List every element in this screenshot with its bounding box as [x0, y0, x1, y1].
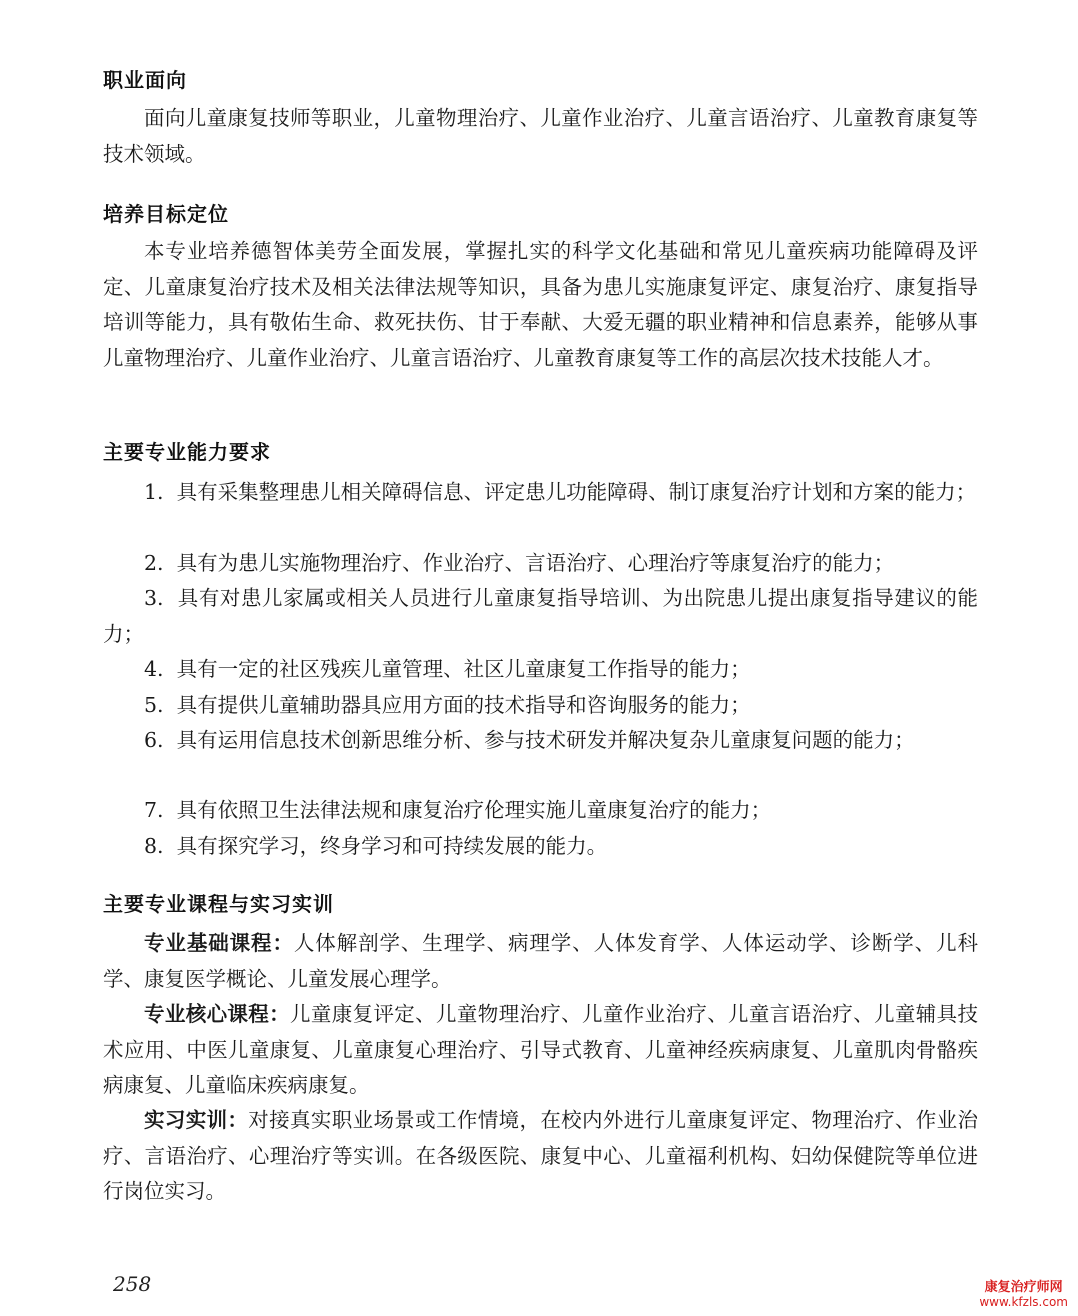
ability-item-number: 8.: [144, 834, 164, 858]
paragraph-basic-courses: [103, 926, 978, 997]
ability-item-text: 具有为患儿实施物理治疗、作业治疗、言语治疗、心理治疗等康复治疗的能力；: [176, 551, 895, 575]
ability-item-number: 7.: [144, 798, 164, 822]
section-heading-abilities: 主要专业能力要求: [103, 440, 271, 464]
ability-item-text: 具有对患儿家属或相关人员进行儿童康复指导培训、为出院患儿提出康复指导建议的能力；: [103, 586, 978, 646]
watermark-name: 康复治疗师网: [984, 1280, 1063, 1295]
ability-item-number: 5.: [144, 693, 164, 717]
practice-label: 实习实训：: [144, 1108, 249, 1132]
ability-item-3: [103, 581, 978, 652]
paragraph-core-courses: [103, 997, 978, 1104]
ability-item-text: 具有一定的社区残疾儿童管理、社区儿童康复工作指导的能力；: [176, 657, 751, 681]
page-number: 258: [113, 1272, 152, 1296]
ability-item-number: 3.: [144, 586, 164, 610]
section-heading-courses: 主要专业课程与实习实训: [103, 892, 334, 916]
paragraph-goal: 本专业培养德智体美劳全面发展，掌握扎实的科学文化基础和常见儿童疾病功能障碍及评定、儿童康复治疗技术及相关法律法规等知识，具备为患儿实施康复评定、康复治疗、康复指导培训等能力，具有敬佑生命、救死扶伤、甘于奉献、大爱无疆的职业精神和信息素养，能够从事儿童物理治疗、儿童作业治疗、儿童言语治疗、儿童教育康复等工作的高层次技术技能人才。: [103, 239, 978, 370]
section-heading-career: 职业面向: [103, 68, 187, 92]
watermark-url: www.kfzls.com: [979, 1295, 1068, 1309]
section-heading-goal: 培养目标定位: [103, 202, 229, 226]
ability-item-text: 具有提供儿童辅助器具应用方面的技术指导和咨询服务的能力；: [176, 693, 751, 717]
core-courses-text: 儿童康复评定、儿童物理治疗、儿童作业治疗、儿童言语治疗、儿童辅具技术应用、中医儿童康复、儿童康复心理治疗、引导式教育、儿童神经疾病康复、儿童肌肉骨骼疾病康复、儿童临床疾病康复。: [103, 1002, 979, 1097]
paragraph-career: 面向儿童康复技师等职业，儿童物理治疗、儿童作业治疗、儿童言语治疗、儿童教育康复等技术领域。: [103, 106, 978, 166]
core-courses-label: 专业核心课程：: [144, 1002, 291, 1026]
ability-item-6: [103, 723, 978, 759]
ability-item-7: [103, 793, 978, 829]
ability-item-4: [103, 652, 978, 688]
paragraph-practice: [103, 1103, 978, 1210]
ability-item-number: 4.: [144, 657, 164, 681]
ability-item-number: 2.: [144, 551, 164, 575]
basic-courses-label: 专业基础课程：: [144, 931, 294, 955]
ability-item-text: 具有依照卫生法律法规和康复治疗伦理实施儿童康复治疗的能力；: [176, 798, 772, 822]
ability-item-number: 1.: [144, 480, 164, 504]
ability-item-text: 具有采集整理患儿相关障碍信息、评定患儿功能障碍、制订康复治疗计划和方案的能力；: [176, 480, 977, 504]
ability-item-number: 6.: [144, 728, 164, 752]
ability-item-5: [103, 688, 978, 724]
practice-text: 对接真实职业场景或工作情境，在校内外进行儿童康复评定、物理治疗、作业治疗、言语治疗、心理治疗等实训。在各级医院、康复中心、儿童福利机构、妇幼保健院等单位进行岗位实习。: [103, 1108, 978, 1203]
ability-item-text: 具有探究学习，终身学习和可持续发展的能力。: [176, 834, 608, 858]
ability-item-text: 具有运用信息技术创新思维分析、参与技术研发并解决复杂儿童康复问题的能力；: [176, 728, 915, 752]
basic-courses-text: 人体解剖学、生理学、病理学、人体发育学、人体运动学、诊断学、儿科学、康复医学概论、儿童发展心理学。: [103, 931, 979, 991]
site-watermark: [979, 1280, 1068, 1310]
ability-item-8: [103, 829, 978, 865]
ability-item-2: [103, 546, 978, 582]
ability-item-1: [103, 475, 978, 511]
